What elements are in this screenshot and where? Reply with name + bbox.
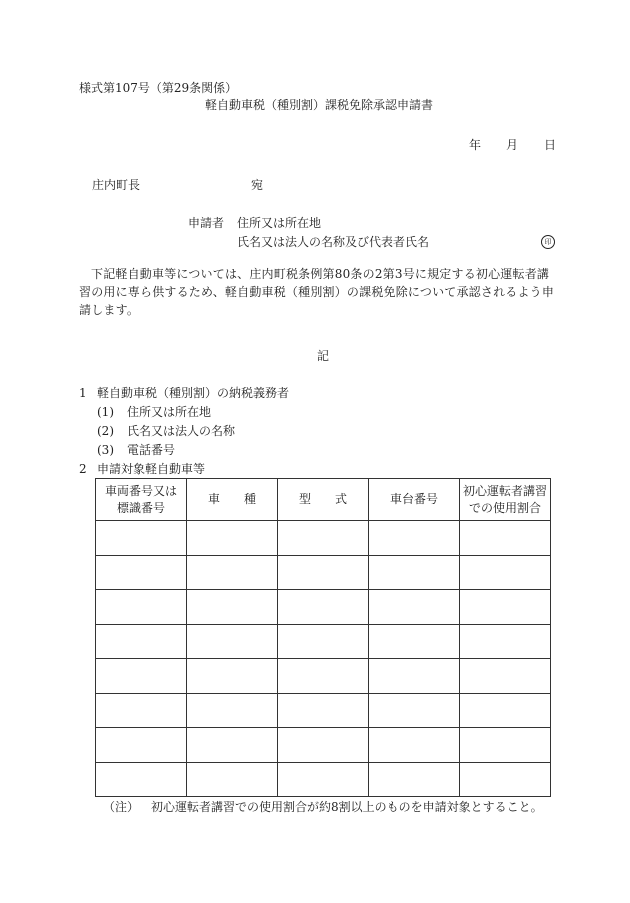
seal-mark: 印 [541, 235, 555, 249]
table-cell[interactable] [278, 555, 369, 590]
table-cell[interactable] [96, 693, 187, 728]
section-1-title [79, 386, 289, 400]
header-model: 型 式 [278, 479, 369, 521]
header-chassis-number: 車台番号 [369, 479, 460, 521]
table-cell[interactable] [96, 590, 187, 625]
vehicle-table [95, 478, 551, 797]
section-1-item [97, 405, 211, 419]
footnote-label: （注） [103, 800, 140, 814]
table-cell[interactable] [278, 762, 369, 797]
table-cell[interactable] [96, 521, 187, 556]
table-cell[interactable] [96, 659, 187, 694]
table-cell[interactable] [460, 590, 551, 625]
table-cell[interactable] [96, 624, 187, 659]
header-usage-ratio: 初心運転者講習 での使用割合 [460, 479, 551, 521]
ki-heading: 記 [317, 349, 330, 363]
table-cell[interactable] [187, 659, 278, 694]
table-cell[interactable] [369, 590, 460, 625]
applicant-name-label: 氏名又は法人の名称及び代表者氏名 [237, 235, 430, 249]
table-cell[interactable] [187, 693, 278, 728]
document-title: 軽自動車税（種別割）課税免除承認申請書 [205, 98, 434, 112]
table-cell[interactable] [187, 521, 278, 556]
table-cell[interactable] [369, 521, 460, 556]
item-text: 住所又は所在地 [127, 405, 212, 419]
date-year-label: 年 [469, 138, 482, 152]
table-cell[interactable] [96, 555, 187, 590]
item-text: 氏名又は法人の名称 [127, 424, 236, 438]
table-cell[interactable] [369, 693, 460, 728]
table-cell[interactable] [460, 624, 551, 659]
table-cell[interactable] [460, 693, 551, 728]
body-paragraph: 下記軽自動車等については、庄内町税条例第80条の2第3号に規定する初心運転者講習の用に専ら供するため、軽自動車税（種別割）の課税免除について承認されるよう申請します。 [79, 267, 555, 317]
table-row [96, 728, 551, 763]
section-2-title [79, 462, 205, 476]
table-cell[interactable] [278, 728, 369, 763]
section-1-item [97, 443, 175, 457]
table-row [96, 590, 551, 625]
table-cell[interactable] [278, 590, 369, 625]
table-row [96, 521, 551, 556]
recipient-name: 庄内町長 [92, 178, 141, 192]
header-vehicle-type: 車 種 [187, 479, 278, 521]
table-cell[interactable] [187, 590, 278, 625]
applicant-label: 申請者 [188, 216, 225, 230]
table-row [96, 555, 551, 590]
table-cell[interactable] [278, 693, 369, 728]
table-header-row [96, 479, 551, 521]
section-1-number: 1 [79, 386, 87, 400]
section-1-item [97, 424, 235, 438]
table-cell[interactable] [187, 624, 278, 659]
item-text: 電話番号 [127, 443, 176, 457]
table-cell[interactable] [369, 728, 460, 763]
table-cell[interactable] [460, 762, 551, 797]
table-cell[interactable] [187, 555, 278, 590]
header-vehicle-number: 車両番号又は 標識番号 [96, 479, 187, 521]
table-cell[interactable] [96, 728, 187, 763]
item-number: (3) [97, 443, 114, 457]
table-cell[interactable] [187, 728, 278, 763]
item-number: (2) [97, 424, 114, 438]
form-number: 様式第107号（第29条関係） [79, 81, 238, 95]
table-cell[interactable] [278, 659, 369, 694]
footnote [103, 800, 543, 814]
table-cell[interactable] [369, 624, 460, 659]
applicant-address-label: 住所又は所在地 [237, 216, 322, 230]
footnote-text: 初心運転者講習での使用割合が約8割以上のものを申請対象とすること。 [151, 800, 543, 814]
recipient-honorific: 宛 [251, 178, 264, 192]
table-row [96, 659, 551, 694]
table-row [96, 624, 551, 659]
table-row [96, 693, 551, 728]
table-cell[interactable] [96, 762, 187, 797]
table-cell[interactable] [187, 762, 278, 797]
table-cell[interactable] [460, 728, 551, 763]
section-1-title-text: 軽自動車税（種別割）の納税義務者 [97, 386, 290, 400]
table-cell[interactable] [278, 521, 369, 556]
table-cell[interactable] [460, 555, 551, 590]
table-cell[interactable] [369, 762, 460, 797]
table-cell[interactable] [278, 624, 369, 659]
item-number: (1) [97, 405, 114, 419]
table-cell[interactable] [369, 555, 460, 590]
section-2-number: 2 [79, 462, 87, 476]
section-2-title-text: 申請対象軽自動車等 [97, 462, 206, 476]
date-day-label: 日 [544, 138, 557, 152]
table-cell[interactable] [369, 659, 460, 694]
date-month-label: 月 [506, 138, 519, 152]
table-cell[interactable] [460, 521, 551, 556]
table-row [96, 762, 551, 797]
table-cell[interactable] [460, 659, 551, 694]
